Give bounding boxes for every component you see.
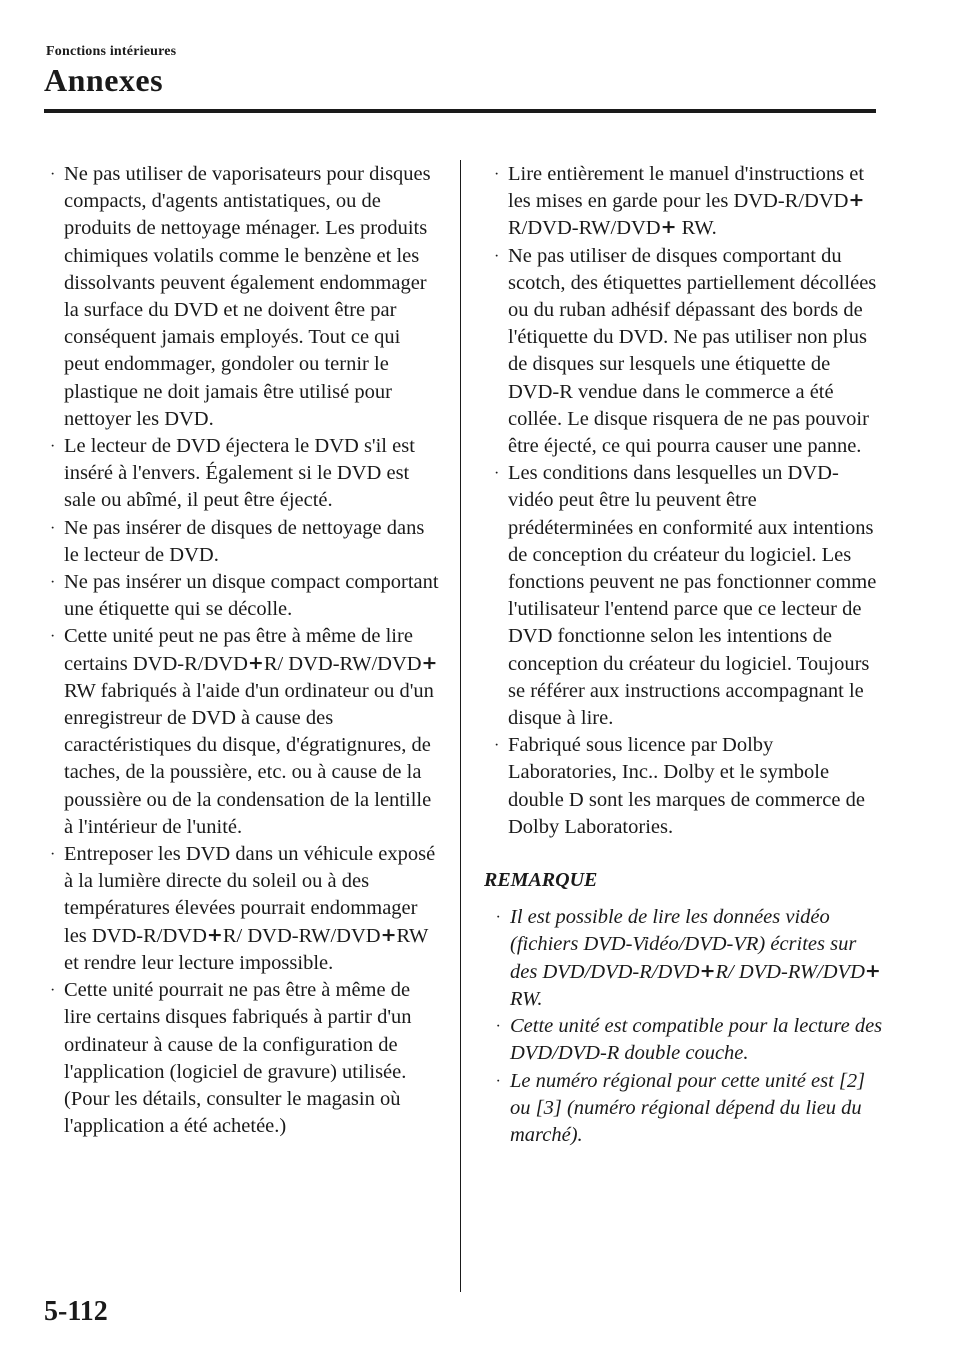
list-item: [50, 433, 440, 515]
plus-icon: +: [247, 651, 264, 674]
list-item: [50, 569, 440, 623]
item-text: R/ DVD-RW/DVD: [715, 960, 865, 983]
list-item: [494, 161, 884, 243]
page-title: Annexes: [44, 62, 164, 98]
plus-icon: +: [699, 959, 716, 982]
bullet-icon: ·: [494, 247, 500, 265]
item-text: RW.: [510, 987, 543, 1010]
item-text: Cette unité est compatible pour la lecture des DVD/DVD-R double couche.: [510, 1015, 883, 1065]
item-text: Ne pas insérer un disque compact comportant une étiquette qui se décolle.: [64, 571, 439, 621]
bullet-icon: ·: [50, 438, 56, 456]
item-text: Il est possible de lire les données vidéo (fichiers DVD-Vidéo/DVD-VR) écrites sur des DVD/DVD-R/DVD: [510, 906, 857, 983]
right-column: [484, 161, 884, 1149]
bullet-icon: ·: [50, 519, 56, 537]
column-divider: [460, 160, 461, 1292]
item-text: RW fabriqués à l'aide d'un ordinateur ou d'un enregistreur de DVD à cause des caractéristiques du disque, d'égratignures, de taches, de la poussière, etc. ou à cause de la poussière ou de la condensation de la lentille à l'intérieur de l'unité.: [64, 679, 434, 838]
list-item: [50, 623, 440, 841]
item-text: RW.: [676, 217, 717, 240]
plus-icon: +: [380, 923, 397, 946]
list-item: [494, 460, 884, 732]
note-list: [494, 904, 884, 1149]
item-text: Lire entièrement le manuel d'instructions et les mises en garde pour les DVD-R/DVD: [508, 163, 865, 213]
item-text: Entreposer les DVD dans un véhicule exposé à la lumière directe du soleil ou à des températures élevées pourrait endommager les DVD-R/DVD: [64, 843, 436, 947]
list-item: [494, 732, 884, 841]
item-text: Le lecteur de DVD éjectera le DVD s'il est inséré à l'envers. Également si le DVD est sale ou abîmé, il peut être éjecté.: [64, 435, 415, 512]
page-number: 5-112: [44, 1296, 108, 1327]
plus-icon: +: [864, 959, 881, 982]
plus-icon: +: [206, 923, 223, 946]
item-text: RW et rendre leur lecture impossible.: [64, 924, 429, 974]
bullet-icon: ·: [50, 846, 56, 864]
bullet-icon: ·: [494, 737, 500, 755]
bullet-icon: ·: [496, 1072, 500, 1090]
note-item: [496, 1068, 884, 1150]
header-divider: [44, 109, 876, 113]
list-item: [50, 841, 440, 977]
item-text: Ne pas utiliser de disques comportant du scotch, des étiquettes partiellement décollées ou du ruban adhésif dépassant des bords de l'étiquette du DVD. Ne pas utiliser non plus de disques sur lesquels une étiquette de DVD-R vendue dans le commerce a été collée. Le disque risquera de ne pas pouvoir être éjecté, ce qui pourra causer une panne.: [508, 244, 877, 458]
bullet-icon: ·: [50, 628, 56, 646]
list-item: [50, 161, 440, 433]
note-item: [496, 1013, 884, 1067]
item-text: Fabriqué sous licence par Dolby Laboratories, Inc.. Dolby et le symbole double D sont les marques de commerce de Dolby Laboratories.: [508, 734, 865, 838]
bullet-icon: ·: [50, 166, 56, 183]
item-text: Ne pas insérer de disques de nettoyage dans le lecteur de DVD.: [64, 516, 425, 566]
note-item: [496, 904, 884, 1013]
bullet-icon: ·: [50, 574, 56, 592]
bullet-icon: ·: [496, 909, 500, 927]
plus-icon: +: [421, 651, 438, 674]
list-item: [50, 977, 440, 1140]
bullet-icon: ·: [494, 465, 500, 483]
list-item: [494, 243, 884, 461]
item-text: R/DVD-RW/DVD: [508, 217, 661, 240]
bullet-icon: ·: [50, 982, 56, 1000]
bullet-icon: ·: [494, 166, 500, 183]
item-text: Ne pas utiliser de vaporisateurs pour disques compacts, d'agents antistatiques, ou de produits de nettoyage ménager. Les produits chimiques volatils comme le benzène et les dissolvants peuvent également endommager la surface du DVD et ne doivent être par conséquent jamais employés. Tout ce qui peut endommager, gondoler ou ternir le plastique ne doit jamais être utilisé pour nettoyer les DVD.: [64, 163, 431, 430]
item-text: Cette unité pourrait ne pas être à même de lire certains disques fabriqués à partir d'un ordinateur à cause de la configuration de l'application (logiciel de gravure) utilisée. (Pour les détails, consulter le magasin où l'application a été achetée.): [64, 979, 412, 1138]
list-item: [50, 515, 440, 569]
item-text: Les conditions dans lesquelles un DVD-vidéo peut être lu peuvent être prédéterminées en conformité aux intentions de conception du créateur du logiciel. Les fonctions peuvent ne pas fonctionner comme l'utilisateur l'entend parce que ce lecteur de DVD fonctionne selon les intentions de conception du créateur du logiciel. Toujours se référer aux instructions accompagnant le disque à lire.: [508, 462, 877, 730]
section-label: Fonctions intérieures: [46, 44, 177, 59]
item-text: R/ DVD-RW/DVD: [263, 652, 422, 675]
item-text: Le numéro régional pour cette unité est [2] ou [3] (numéro régional dépend du lieu du marché).: [510, 1069, 866, 1146]
plus-icon: +: [660, 216, 677, 239]
bullet-icon: ·: [496, 1018, 500, 1036]
item-text: Cette unité peut ne pas être à même de lire certains DVD-R/DVD: [64, 625, 413, 675]
note-heading: REMARQUE: [484, 869, 598, 892]
left-column: [50, 161, 440, 1140]
plus-icon: +: [848, 189, 865, 212]
item-text: R/ DVD-RW/DVD: [222, 924, 381, 947]
